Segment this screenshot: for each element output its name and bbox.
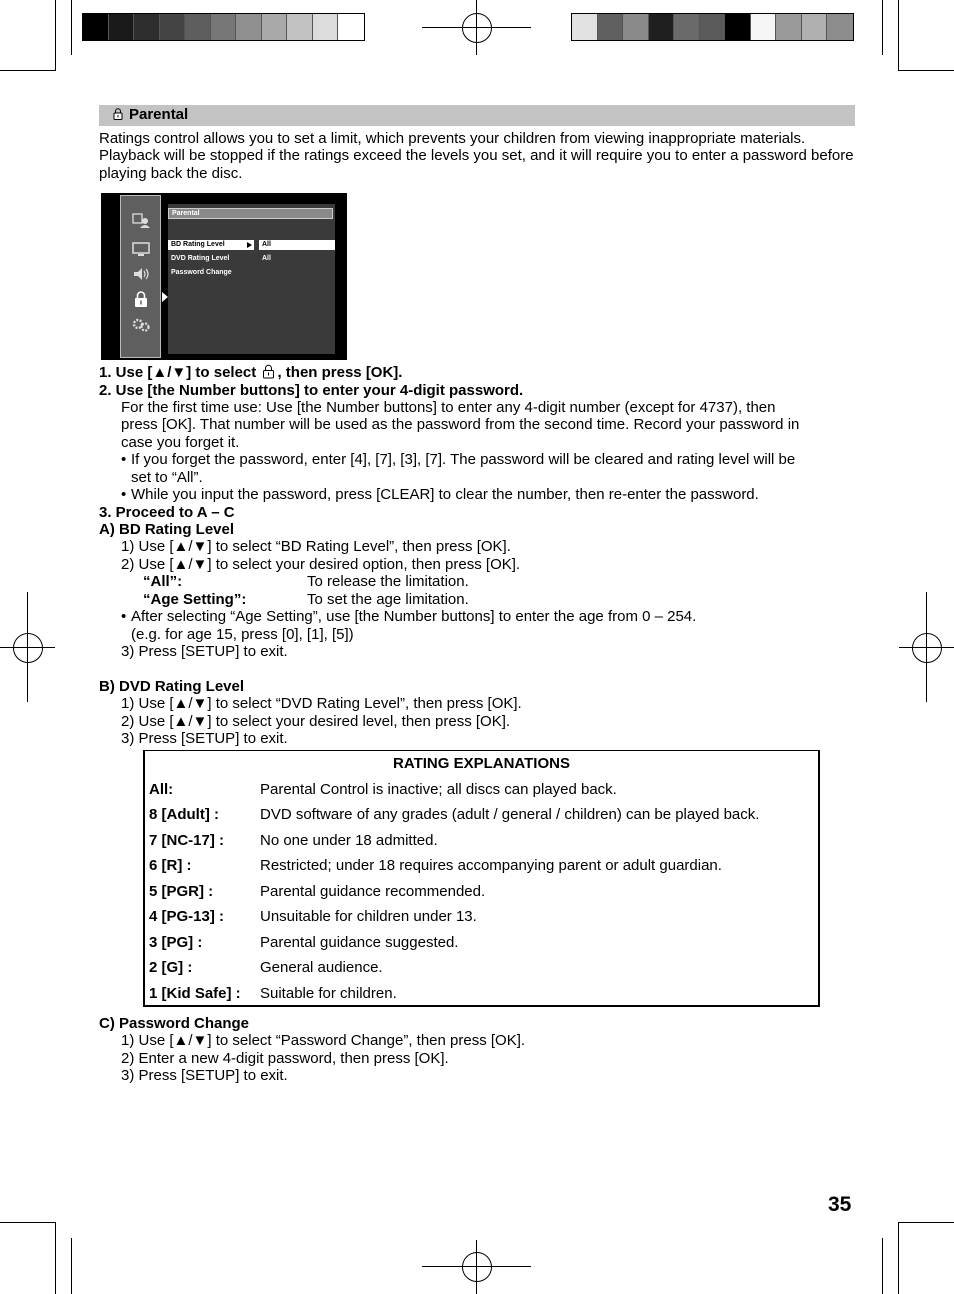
color-swatch xyxy=(572,14,598,40)
rating-explanations-table xyxy=(143,750,820,1007)
color-swatch xyxy=(134,14,160,40)
lock-icon xyxy=(262,364,275,379)
password-step-2: 2) Enter a new 4-digit password, then press [OK]. xyxy=(121,1050,449,1067)
down-arrow-icon: ▼ xyxy=(192,538,208,555)
color-swatch xyxy=(313,14,339,40)
color-swatch xyxy=(802,14,828,40)
color-swatch xyxy=(287,14,313,40)
rating-desc: Parental guidance suggested. xyxy=(260,934,459,951)
rating-key: All: xyxy=(149,781,174,798)
rating-desc: Suitable for children. xyxy=(260,985,397,1002)
bd-step-3: 3) Press [SETUP] to exit. xyxy=(121,643,288,660)
step-3: 3. Proceed to A – C xyxy=(99,504,235,521)
step-1-text: 1. Use [ xyxy=(99,364,153,381)
menu-panel-title: Parental xyxy=(168,208,333,219)
color-swatch xyxy=(649,14,675,40)
rating-key: 6 [R] : xyxy=(149,857,192,874)
up-arrow-icon: ▲ xyxy=(173,695,189,712)
color-swatch xyxy=(700,14,726,40)
down-arrow-icon: ▼ xyxy=(192,713,208,730)
bullet-forgot-password: If you forget the password, enter [4], [7], [3], [7]. The password will be cleared and rating level will be xyxy=(131,451,796,468)
menu-value-bd-rating: All xyxy=(259,240,335,250)
rating-desc: Parental Control is inactive; all discs can played back. xyxy=(260,781,617,798)
section-header xyxy=(99,105,855,126)
dvd-step-1: 1) Use [▲/▼] to select “DVD Rating Level”, then press [OK]. xyxy=(121,695,522,712)
text: 2) Use [ xyxy=(121,713,174,730)
text: ] to select “Password Change”, then press [OK]. xyxy=(207,1032,526,1049)
rating-desc: DVD software of any grades (adult / general / children) can be played back. xyxy=(260,806,760,823)
down-arrow-icon: ▼ xyxy=(171,364,187,381)
color-swatch xyxy=(751,14,777,40)
rating-key: 1 [Kid Safe] : xyxy=(149,985,241,1002)
option-age-desc: To set the age limitation. xyxy=(307,591,469,608)
dvd-step-3: 3) Press [SETUP] to exit. xyxy=(121,730,288,747)
bd-bullet: (e.g. for age 15, press [0], [1], [5]) xyxy=(131,626,354,643)
color-swatch xyxy=(827,14,853,40)
bd-step-1: 1) Use [▲/▼] to select “BD Rating Level”, then press [OK]. xyxy=(121,538,511,555)
page-number: 35 xyxy=(828,1193,852,1216)
bullet-dot: • xyxy=(121,608,127,625)
color-bar-right xyxy=(571,13,854,41)
color-swatch xyxy=(262,14,288,40)
password-step-3: 3) Press [SETUP] to exit. xyxy=(121,1067,288,1084)
color-swatch xyxy=(236,14,262,40)
text: 1) Use [ xyxy=(121,538,174,555)
step-1-text: ] to select xyxy=(186,364,257,381)
up-arrow-icon: ▲ xyxy=(173,1032,189,1049)
option-all-key: “All”: xyxy=(143,573,183,590)
down-arrow-icon: ▼ xyxy=(192,1032,208,1049)
menu-item-dvd-rating[interactable]: DVD Rating Level xyxy=(171,255,230,262)
option-age-key: “Age Setting”: xyxy=(143,591,247,608)
color-swatch xyxy=(160,14,186,40)
color-swatch xyxy=(109,14,135,40)
bullet-forgot-password: set to “All”. xyxy=(131,469,203,486)
setup-sidebar xyxy=(120,195,161,358)
password-heading: C) Password Change xyxy=(99,1015,250,1032)
color-swatch xyxy=(338,14,364,40)
step-2-detail: For the first time use: Use [the Number buttons] to enter any 4-digit number (except for 4737), then xyxy=(121,399,776,416)
menu-item-bd-rating[interactable] xyxy=(168,240,254,250)
color-swatch xyxy=(83,14,109,40)
rating-key: 3 [PG] : xyxy=(149,934,203,951)
rating-key: 2 [G] : xyxy=(149,959,193,976)
text: ] to select your desired option, then press [OK]. xyxy=(207,556,521,573)
step-1 xyxy=(99,364,402,381)
text: ] to select “BD Rating Level”, then press [OK]. xyxy=(207,538,511,555)
password-step-1: 1) Use [▲/▼] to select “Password Change”, then press [OK]. xyxy=(121,1032,526,1049)
text: 1) Use [ xyxy=(121,1032,174,1049)
menu-value-dvd-rating: All xyxy=(262,255,271,262)
slash: / xyxy=(167,364,172,381)
color-swatch xyxy=(598,14,624,40)
step-1-text: , then press [OK]. xyxy=(277,364,403,381)
step-2-detail: press [OK]. That number will be used as the password from the second time. Record your password in xyxy=(121,416,800,433)
rating-desc: Restricted; under 18 requires accompanying parent or adult guardian. xyxy=(260,857,722,874)
lock-icon xyxy=(130,290,152,308)
bullet-dot: • xyxy=(121,451,127,468)
bullet-dot: • xyxy=(121,486,127,503)
parental-menu-panel xyxy=(168,204,335,354)
bullet-clear: While you input the password, press [CLEAR] to clear the number, then re-enter the password. xyxy=(131,486,759,503)
menu-item-password-change[interactable]: Password Change xyxy=(171,269,232,276)
option-all-desc: To release the limitation. xyxy=(307,573,469,590)
submenu-arrow-icon xyxy=(247,242,252,248)
bd-bullet: After selecting “Age Setting”, use [the Number buttons] to enter the age from 0 – 254. xyxy=(131,608,697,625)
rating-key: 7 [NC-17] : xyxy=(149,832,225,849)
bd-step-2: 2) Use [▲/▼] to select your desired option, then press [OK]. xyxy=(121,556,521,573)
rating-key: 4 [PG-13] : xyxy=(149,908,225,925)
audio-icon xyxy=(130,265,152,283)
up-arrow-icon: ▲ xyxy=(152,364,168,381)
color-swatch xyxy=(185,14,211,40)
rating-desc: Unsuitable for children under 13. xyxy=(260,908,477,925)
color-swatch xyxy=(674,14,700,40)
color-swatch xyxy=(623,14,649,40)
dvd-step-2: 2) Use [▲/▼] to select your desired level, then press [OK]. xyxy=(121,713,511,730)
section-title: Parental xyxy=(129,106,189,123)
rating-desc: No one under 18 admitted. xyxy=(260,832,438,849)
table-title: RATING EXPLANATIONS xyxy=(393,755,570,772)
down-arrow-icon: ▼ xyxy=(192,695,208,712)
display-icon xyxy=(130,240,152,258)
up-arrow-icon: ▲ xyxy=(173,713,189,730)
rating-desc: General audience. xyxy=(260,959,383,976)
down-arrow-icon: ▼ xyxy=(192,556,208,573)
step-2: 2. Use [the Number buttons] to enter your 4-digit password. xyxy=(99,382,524,399)
rating-key: 8 [Adult] : xyxy=(149,806,219,823)
text: ] to select your desired level, then press [OK]. xyxy=(207,713,511,730)
disc-setting-icon xyxy=(130,211,152,229)
color-swatch xyxy=(776,14,802,40)
text: ] to select “DVD Rating Level”, then press [OK]. xyxy=(207,695,522,712)
rating-desc: Parental guidance recommended. xyxy=(260,883,486,900)
up-arrow-icon: ▲ xyxy=(173,556,189,573)
rating-key: 5 [PGR] : xyxy=(149,883,214,900)
text: 1) Use [ xyxy=(121,695,174,712)
lock-icon xyxy=(113,108,123,120)
color-swatch xyxy=(211,14,237,40)
color-swatch xyxy=(725,14,751,40)
dvd-heading: B) DVD Rating Level xyxy=(99,678,245,695)
color-bar-left xyxy=(82,13,365,41)
step-2-detail: case you forget it. xyxy=(121,434,240,451)
text: 2) Use [ xyxy=(121,556,174,573)
menu-item-label: BD Rating Level xyxy=(171,241,225,248)
intro-paragraph: Ratings control allows you to set a limit, which prevents your children from viewing inappropriate materials. Playback will be stopped if the ratings exceed the levels you set, and it will require you to enter a password before playing back the disc. xyxy=(99,130,854,182)
menu-screenshot xyxy=(101,193,347,360)
gear-icon xyxy=(130,316,152,334)
up-arrow-icon: ▲ xyxy=(173,538,189,555)
bd-heading: A) BD Rating Level xyxy=(99,521,235,538)
